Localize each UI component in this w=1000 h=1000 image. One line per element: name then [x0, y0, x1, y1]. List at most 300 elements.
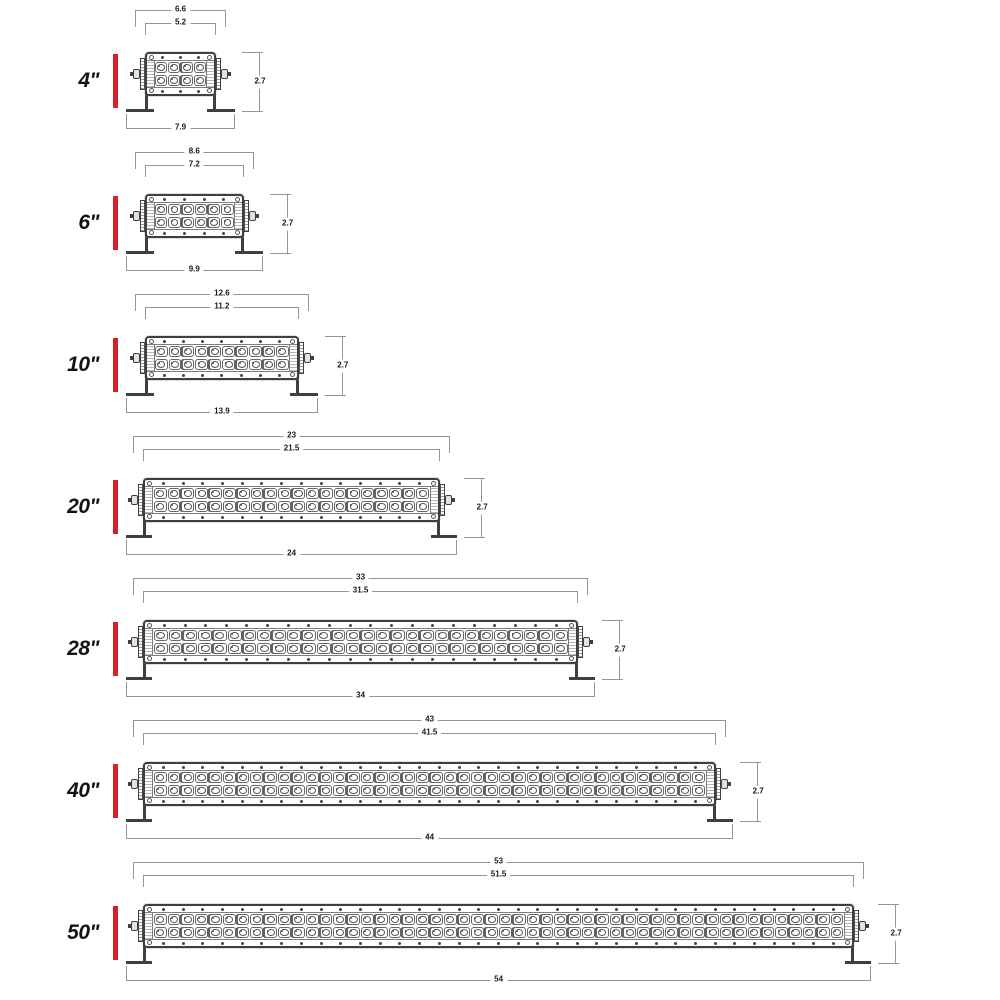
size-label: 40" — [67, 779, 99, 802]
bolt-dot-icon — [241, 942, 244, 945]
led-cell — [181, 785, 194, 796]
bolt-dot-icon — [197, 56, 200, 59]
led-cell — [734, 927, 747, 938]
led-cell — [375, 501, 388, 512]
bolt-dot-icon — [280, 908, 283, 911]
led-cell — [539, 630, 553, 641]
led-cell — [154, 643, 168, 654]
led-cell — [181, 501, 194, 512]
bolt-dot-icon — [398, 800, 401, 803]
led-cell — [499, 927, 512, 938]
led-cell — [278, 772, 291, 783]
dim-top-outer — [133, 856, 864, 866]
led-cell — [194, 62, 206, 73]
led-cell — [155, 217, 167, 228]
led-cell — [458, 785, 471, 796]
bolt-dot-icon — [832, 942, 835, 945]
dim-height — [890, 904, 902, 964]
bolt-dot-icon — [615, 908, 618, 911]
bolt-dot-icon — [339, 516, 342, 519]
bolt-dot-icon — [201, 482, 204, 485]
dim-overall — [126, 832, 733, 842]
led-cell — [596, 772, 609, 783]
led-cell — [610, 914, 623, 925]
end-cap-left — [145, 913, 153, 939]
led-cell — [287, 643, 301, 654]
lens-area — [147, 61, 215, 87]
led-cell — [789, 927, 802, 938]
led-cell — [333, 927, 346, 938]
led-cell — [169, 643, 183, 654]
led-cell — [155, 75, 167, 86]
led-grid — [153, 629, 568, 655]
bolt-dot-icon — [182, 800, 185, 803]
dim-top-outer-value: 12.6 — [210, 290, 234, 299]
led-cell — [278, 785, 291, 796]
led-cell — [154, 488, 167, 499]
bolt-dot-icon — [655, 800, 658, 803]
dim-overall — [126, 122, 235, 132]
side-bolt-right — [583, 637, 590, 647]
led-cell — [485, 785, 498, 796]
bolt-dot-icon — [733, 908, 736, 911]
dim-top-inner-value: 7.2 — [185, 161, 204, 170]
bolt-dot-icon — [514, 658, 517, 661]
corner-screw-icon — [149, 55, 154, 60]
led-cell — [679, 914, 692, 925]
bolt-dot-icon — [221, 516, 224, 519]
led-cell — [182, 204, 194, 215]
led-cell — [264, 785, 277, 796]
bolt-dot-icon — [655, 766, 658, 769]
dim-top-outer — [135, 4, 226, 14]
led-cell — [257, 643, 271, 654]
led-cell — [361, 488, 374, 499]
bolt-dot-icon — [221, 908, 224, 911]
bolt-dot-icon — [220, 340, 223, 343]
led-cell — [623, 914, 636, 925]
bolt-dot-icon — [182, 374, 185, 377]
led-cell — [403, 488, 416, 499]
led-cell — [250, 785, 263, 796]
led-cell — [541, 772, 554, 783]
side-bolt-left — [131, 495, 138, 505]
led-cell — [334, 488, 347, 499]
bolt-dot-icon — [536, 766, 539, 769]
led-cell — [168, 488, 181, 499]
bolt-dot-icon — [300, 800, 303, 803]
led-cell — [665, 927, 678, 938]
led-cell — [651, 772, 664, 783]
lens-area — [145, 487, 438, 513]
bolt-dot-icon — [812, 908, 815, 911]
bolt-dot-icon — [517, 942, 520, 945]
side-bolt-left — [131, 779, 138, 789]
bolt-dot-icon — [536, 800, 539, 803]
led-cell — [471, 914, 484, 925]
led-cell — [403, 501, 416, 512]
corner-screw-icon — [707, 765, 712, 770]
bolt-dot-icon — [398, 908, 401, 911]
led-cell — [494, 643, 508, 654]
size-label: 10" — [67, 353, 99, 376]
led-cell — [803, 914, 816, 925]
bolt-dot-icon — [162, 482, 165, 485]
bolt-dot-icon — [359, 908, 362, 911]
led-cell — [223, 914, 236, 925]
led-cell — [195, 785, 208, 796]
led-row-bottom — [153, 642, 568, 655]
label-column — [0, 572, 118, 714]
light-bar-drawing — [118, 4, 1000, 146]
led-cell — [195, 914, 208, 925]
bolt-dot-icon — [278, 374, 281, 377]
led-cell — [692, 772, 705, 783]
bolt-dot-icon — [280, 766, 283, 769]
led-cell — [182, 217, 194, 228]
led-row-bottom — [153, 500, 430, 513]
led-cell — [182, 346, 194, 357]
bolt-dot-icon — [556, 908, 559, 911]
led-cell — [169, 359, 181, 370]
dim-top-inner-value: 11.2 — [210, 303, 233, 312]
bolt-dot-icon — [280, 942, 283, 945]
dim-overall — [126, 548, 457, 558]
dim-top-inner-value: 5.2 — [171, 19, 190, 28]
size-label: 50" — [67, 921, 99, 944]
bolt-dot-icon — [458, 766, 461, 769]
led-cell — [444, 914, 457, 925]
dim-top-inner-value: 31.5 — [349, 587, 373, 596]
bolt-strip-top — [145, 906, 852, 913]
bolt-dot-icon — [184, 624, 187, 627]
bolt-dot-icon — [163, 232, 166, 235]
bolt-dot-icon — [753, 908, 756, 911]
led-cell — [610, 927, 623, 938]
dim-top-inner-value: 21.5 — [280, 445, 304, 454]
bolt-dot-icon — [161, 90, 164, 93]
led-cell — [389, 772, 402, 783]
led-cell — [249, 346, 261, 357]
led-cell — [250, 927, 263, 938]
end-cap-right — [289, 345, 297, 371]
led-cell — [458, 772, 471, 783]
led-cell — [450, 630, 464, 641]
led-cell — [223, 927, 236, 938]
led-cell — [376, 643, 390, 654]
dim-top-outer — [135, 288, 309, 298]
dim-height-value: 2.7 — [252, 76, 267, 89]
corner-screw-icon — [149, 197, 154, 202]
led-cell — [623, 927, 636, 938]
dim-height-value: 2.7 — [475, 502, 490, 515]
bolt-dot-icon — [266, 658, 269, 661]
bolt-dot-icon — [280, 516, 283, 519]
bolt-dot-icon — [379, 482, 382, 485]
bolt-dot-icon — [733, 942, 736, 945]
led-cell — [213, 643, 227, 654]
bolt-dot-icon — [201, 908, 204, 911]
led-cell — [389, 501, 402, 512]
bolt-dot-icon — [674, 800, 677, 803]
led-cell — [251, 501, 264, 512]
bolt-dot-icon — [163, 374, 166, 377]
bolt-dot-icon — [221, 766, 224, 769]
bolt-dot-icon — [307, 624, 310, 627]
led-cell — [237, 914, 250, 925]
led-cell — [347, 927, 360, 938]
led-cell — [237, 488, 250, 499]
bolt-dot-icon — [163, 624, 166, 627]
led-cell — [346, 630, 360, 641]
dim-overall-value: 34 — [352, 692, 369, 701]
led-cell — [237, 772, 250, 783]
led-cell — [817, 927, 830, 938]
dim-height — [614, 620, 626, 680]
led-cell — [527, 785, 540, 796]
led-cell — [539, 643, 553, 654]
led-cell — [347, 772, 360, 783]
bolt-dot-icon — [163, 198, 166, 201]
led-cell — [195, 927, 208, 938]
led-cell — [169, 630, 183, 641]
led-cell — [762, 914, 775, 925]
led-row-bottom — [155, 74, 207, 87]
led-cell — [803, 927, 816, 938]
led-cell — [237, 501, 250, 512]
led-cell — [347, 785, 360, 796]
led-row-top — [153, 629, 568, 642]
led-cell — [416, 914, 429, 925]
led-cell — [278, 927, 291, 938]
led-cell — [306, 772, 319, 783]
led-cell — [391, 630, 405, 641]
dim-top-outer-value: 53 — [490, 858, 507, 867]
led-cell — [692, 785, 705, 796]
led-cell — [278, 501, 291, 512]
led-cell — [361, 501, 374, 512]
led-cell — [402, 785, 415, 796]
led-cell — [306, 927, 319, 938]
led-cell — [513, 785, 526, 796]
label-column — [0, 146, 118, 288]
led-cell — [420, 643, 434, 654]
bolt-dot-icon — [221, 800, 224, 803]
bolt-dot-icon — [328, 658, 331, 661]
bolt-dot-icon — [477, 766, 480, 769]
led-cell — [679, 785, 692, 796]
housing — [145, 336, 300, 380]
led-cell — [183, 643, 197, 654]
led-cell — [195, 204, 207, 215]
led-cell — [292, 914, 305, 925]
bolt-dot-icon — [576, 942, 579, 945]
corner-screw-icon — [845, 907, 850, 912]
bolt-dot-icon — [458, 800, 461, 803]
led-cell — [195, 488, 208, 499]
bolt-dot-icon — [278, 340, 281, 343]
led-cell — [347, 914, 360, 925]
bolt-dot-icon — [184, 658, 187, 661]
bolt-dot-icon — [320, 516, 323, 519]
led-cell — [154, 630, 168, 641]
led-cell — [361, 630, 375, 641]
led-cell — [154, 772, 167, 783]
led-grid — [153, 771, 706, 797]
corner-screw-icon — [149, 88, 154, 93]
led-cell — [250, 914, 263, 925]
bolt-dot-icon — [245, 624, 248, 627]
bolt-dot-icon — [162, 766, 165, 769]
led-cell — [276, 359, 288, 370]
led-cell — [485, 772, 498, 783]
led-cell — [306, 501, 319, 512]
bolt-dot-icon — [161, 56, 164, 59]
lens-area — [145, 771, 714, 797]
bolt-dot-icon — [398, 482, 401, 485]
bolt-dot-icon — [339, 800, 342, 803]
led-cell — [223, 785, 236, 796]
led-cell — [499, 914, 512, 925]
led-cell — [168, 204, 180, 215]
bolt-dot-icon — [493, 658, 496, 661]
led-cell — [278, 488, 291, 499]
light-bar-drawing — [118, 146, 1000, 288]
bolt-dot-icon — [452, 658, 455, 661]
bolt-dot-icon — [694, 766, 697, 769]
bolt-dot-icon — [240, 374, 243, 377]
led-row-top — [155, 345, 290, 358]
bolt-dot-icon — [260, 482, 263, 485]
led-cell — [430, 785, 443, 796]
led-cell — [236, 359, 248, 370]
bolt-dot-icon — [595, 800, 598, 803]
bolt-dot-icon — [497, 800, 500, 803]
led-cell — [320, 914, 333, 925]
dim-height-value: 2.7 — [280, 218, 295, 231]
housing — [143, 762, 716, 806]
bolt-dot-icon — [201, 942, 204, 945]
bolt-dot-icon — [418, 766, 421, 769]
led-cell — [306, 785, 319, 796]
bolt-strip-top — [145, 764, 714, 771]
led-cell — [637, 927, 650, 938]
led-row-top — [153, 771, 706, 784]
led-cell — [389, 488, 402, 499]
led-grid — [153, 487, 430, 513]
bolt-dot-icon — [635, 800, 638, 803]
dim-top-outer-value: 33 — [352, 574, 369, 583]
bolt-dot-icon — [576, 908, 579, 911]
led-cell — [168, 772, 181, 783]
led-cell — [651, 785, 664, 796]
led-grid — [155, 345, 290, 371]
size-row — [0, 430, 1000, 572]
bolt-dot-icon — [163, 340, 166, 343]
led-cell — [213, 630, 227, 641]
led-cell — [209, 346, 221, 357]
bolt-dot-icon — [477, 908, 480, 911]
led-cell — [582, 927, 595, 938]
lens-area — [145, 913, 852, 939]
bolt-dot-icon — [411, 658, 414, 661]
led-cell — [361, 927, 374, 938]
bolt-dot-icon — [220, 374, 223, 377]
bolt-dot-icon — [307, 658, 310, 661]
bolt-dot-icon — [497, 908, 500, 911]
led-cell — [568, 927, 581, 938]
bolt-dot-icon — [473, 624, 476, 627]
led-cell — [679, 772, 692, 783]
corner-screw-icon — [149, 339, 154, 344]
led-cell — [480, 630, 494, 641]
led-cell — [762, 927, 775, 938]
bolt-dot-icon — [179, 56, 182, 59]
led-cell — [402, 914, 415, 925]
led-cell — [223, 501, 236, 512]
bolt-dot-icon — [674, 942, 677, 945]
led-cell — [154, 501, 167, 512]
led-cell — [541, 785, 554, 796]
led-cell — [194, 75, 206, 86]
bolt-dot-icon — [259, 340, 262, 343]
led-cell — [169, 346, 181, 357]
bolt-dot-icon — [259, 374, 262, 377]
bolt-dot-icon — [655, 908, 658, 911]
led-cell — [524, 643, 538, 654]
dim-height-value: 2.7 — [335, 360, 350, 373]
corner-screw-icon — [235, 197, 240, 202]
led-cell — [334, 501, 347, 512]
bolt-dot-icon — [359, 482, 362, 485]
bolt-dot-icon — [674, 908, 677, 911]
led-cell — [181, 914, 194, 925]
bolt-dot-icon — [556, 942, 559, 945]
dim-top-inner — [143, 443, 440, 453]
bolt-dot-icon — [203, 232, 206, 235]
bolt-dot-icon — [320, 482, 323, 485]
bolt-dot-icon — [379, 516, 382, 519]
dim-overall-value: 9.9 — [185, 266, 204, 275]
led-cell — [209, 785, 222, 796]
end-cap-left — [145, 771, 153, 797]
bolt-dot-icon — [379, 942, 382, 945]
led-cell — [402, 772, 415, 783]
side-bolt-right — [304, 353, 311, 363]
led-cell — [221, 204, 233, 215]
led-cell — [416, 927, 429, 938]
bolt-dot-icon — [497, 942, 500, 945]
bolt-dot-icon — [635, 766, 638, 769]
led-cell — [243, 630, 257, 641]
led-cell — [292, 927, 305, 938]
bolt-dot-icon — [635, 942, 638, 945]
bolt-dot-icon — [714, 908, 717, 911]
led-cell — [209, 501, 222, 512]
led-cell — [155, 346, 167, 357]
led-cell — [375, 785, 388, 796]
led-cell — [264, 501, 277, 512]
led-cell — [480, 643, 494, 654]
dim-overall — [126, 690, 595, 700]
end-cap-right — [234, 203, 242, 229]
housing — [145, 52, 217, 96]
bolt-dot-icon — [280, 800, 283, 803]
led-row-bottom — [155, 358, 290, 371]
led-cell — [554, 643, 568, 654]
led-cell — [554, 914, 567, 925]
led-cell — [276, 346, 288, 357]
